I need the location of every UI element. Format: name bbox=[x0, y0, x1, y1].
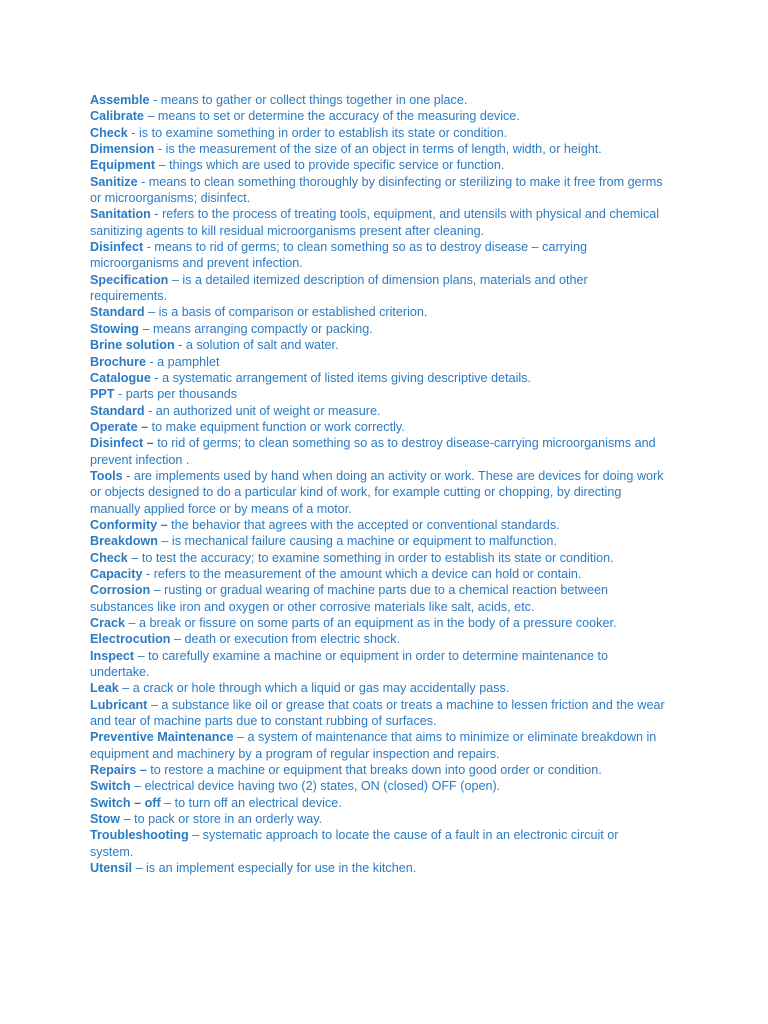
glossary-entry bbox=[90, 354, 665, 370]
glossary-definition: - parts per thousands bbox=[114, 387, 238, 402]
glossary-term: Switch bbox=[90, 779, 131, 794]
glossary-term: Stowing bbox=[90, 321, 139, 336]
glossary-entry bbox=[90, 582, 665, 615]
glossary-term: Electrocution bbox=[90, 632, 171, 647]
glossary-entry bbox=[90, 648, 665, 681]
glossary-definition: – a crack or hole through which a liquid or gas may accidentally pass. bbox=[118, 681, 510, 696]
glossary-term: Calibrate bbox=[90, 109, 144, 124]
glossary-entry bbox=[90, 729, 665, 762]
glossary-term: Tools bbox=[90, 468, 123, 483]
glossary-definition: – means to set or determine the accuracy of the measuring device. bbox=[143, 109, 520, 124]
glossary-definition: – things which are used to provide specific service or function. bbox=[155, 158, 505, 173]
glossary-definition: to make equipment function or work correctly. bbox=[148, 419, 405, 434]
glossary-term: Crack bbox=[90, 616, 126, 630]
glossary-entry bbox=[90, 762, 665, 778]
glossary-definition: – to test the accuracy; to examine something in order to establish its state or condition. bbox=[127, 550, 614, 565]
glossary-definition: – means arranging compactly or packing. bbox=[138, 321, 373, 336]
glossary-entry bbox=[90, 795, 665, 811]
glossary-term: Utensil bbox=[90, 861, 132, 876]
glossary-term: Operate – bbox=[90, 419, 149, 434]
glossary-entry bbox=[90, 435, 665, 468]
glossary-term: Stow bbox=[90, 812, 121, 827]
glossary-term: Lubricant bbox=[90, 697, 148, 712]
glossary-definition: the behavior that agrees with the accepted or conventional standards. bbox=[167, 517, 560, 532]
glossary-entry bbox=[90, 517, 665, 533]
glossary-entry bbox=[90, 272, 665, 305]
glossary-entry bbox=[90, 550, 665, 566]
glossary-definition: – rusting or gradual wearing of machine parts due to a chemical reaction between substances like iron and oxygen or other corrosive materials like salt, acids, etc. bbox=[90, 583, 609, 614]
glossary-list bbox=[90, 92, 665, 877]
glossary-entry bbox=[90, 108, 665, 124]
glossary-definition: - a pamphlet bbox=[145, 354, 220, 369]
glossary-entry bbox=[90, 304, 665, 320]
glossary-term: Switch – off bbox=[90, 795, 161, 810]
glossary-term: Standard bbox=[90, 305, 145, 320]
glossary-entry bbox=[90, 468, 665, 517]
glossary-definition: - a solution of salt and water. bbox=[174, 338, 339, 353]
glossary-definition: – a system of maintenance that aims to minimize or eliminate breakdown in equipment and machinery by a program of regular inspection and repairs. bbox=[90, 730, 657, 761]
glossary-definition: – is an implement especially for use in the kitchen. bbox=[132, 861, 417, 876]
glossary-definition: - means to rid of germs; to clean something so as to destroy disease – carrying microorganisms and prevent infection. bbox=[90, 240, 587, 271]
glossary-entry bbox=[90, 321, 665, 337]
glossary-entry bbox=[90, 680, 665, 696]
glossary-entry bbox=[90, 697, 665, 730]
glossary-term: Capacity bbox=[90, 566, 143, 581]
glossary-entry bbox=[90, 239, 665, 272]
glossary-term: Preventive Maintenance bbox=[90, 730, 234, 745]
glossary-term: Repairs – bbox=[90, 763, 147, 778]
glossary-definition: – a substance like oil or grease that coats or treats a machine to lessen friction and the wear and tear of machine parts due to constant rubbing of surfaces. bbox=[90, 697, 665, 729]
glossary-entry bbox=[90, 157, 665, 173]
glossary-entry bbox=[90, 615, 665, 631]
glossary-definition: – death or execution from electric shock. bbox=[170, 632, 401, 647]
glossary-term: Troubleshooting bbox=[90, 828, 189, 843]
glossary-entry bbox=[90, 860, 665, 876]
glossary-definition: – to turn off an electrical device. bbox=[160, 795, 342, 810]
glossary-definition: to rid of germs; to clean something so as to destroy disease-carrying microorganisms and prevent infection . bbox=[90, 436, 656, 467]
glossary-term: Equipment bbox=[90, 158, 156, 173]
glossary-term: Conformity – bbox=[90, 517, 168, 532]
glossary-entry bbox=[90, 386, 665, 402]
glossary-definition: to restore a machine or equipment that breaks down into good order or condition. bbox=[146, 763, 602, 778]
glossary-term: Check bbox=[90, 125, 128, 140]
glossary-definition: - means to clean something thoroughly by disinfecting or sterilizing to make it free from germs or microorganisms; disinfect. bbox=[90, 174, 663, 206]
glossary-entry bbox=[90, 337, 665, 353]
glossary-definition: – is mechanical failure causing a machine or equipment to malfunction. bbox=[157, 534, 557, 549]
glossary-definition: - are implements used by hand when doing an activity or work. These are devices for doing work or objects designed to do a particular kind of work, for example cutting or chopping, by directing manually applied force or by means of a motor. bbox=[90, 468, 664, 516]
glossary-definition: – a break or fissure on some parts of an equipment as in the body of a pressure cooker. bbox=[125, 616, 617, 630]
glossary-term: Breakdown bbox=[90, 534, 158, 549]
glossary-term: Sanitation bbox=[90, 207, 151, 222]
glossary-definition: - a systematic arrangement of listed items giving descriptive details. bbox=[150, 370, 531, 385]
glossary-entry bbox=[90, 811, 665, 827]
glossary-term: Standard bbox=[90, 403, 145, 418]
glossary-term: Specification bbox=[90, 272, 169, 287]
glossary-entry bbox=[90, 827, 665, 860]
glossary-term: Disinfect bbox=[90, 240, 144, 255]
glossary-definition: – is a detailed itemized description of dimension plans, materials and other requirements. bbox=[90, 272, 588, 304]
glossary-term: Brine solution bbox=[90, 338, 175, 353]
glossary-definition: – electrical device having two (2) states, ON (closed) OFF (open). bbox=[130, 779, 501, 794]
glossary-entry bbox=[90, 125, 665, 141]
glossary-term: Corrosion bbox=[90, 583, 151, 598]
glossary-entry bbox=[90, 174, 665, 207]
glossary-entry bbox=[90, 631, 665, 647]
glossary-term: Inspect bbox=[90, 648, 135, 663]
glossary-entry bbox=[90, 566, 665, 582]
glossary-term: Disinfect – bbox=[90, 436, 154, 451]
glossary-definition: - an authorized unit of weight or measure. bbox=[144, 403, 381, 418]
glossary-definition: – systematic approach to locate the cause of a fault in an electronic circuit or system. bbox=[90, 828, 619, 859]
glossary-definition: – to carefully examine a machine or equipment in order to determine maintenance to undertake. bbox=[90, 648, 609, 680]
glossary-entry bbox=[90, 778, 665, 794]
glossary-definition: - is the measurement of the size of an object in terms of length, width, or height. bbox=[154, 142, 602, 157]
glossary-definition: – to pack or store in an orderly way. bbox=[120, 812, 323, 827]
glossary-entry bbox=[90, 533, 665, 549]
glossary-definition: – is a basis of comparison or established criterion. bbox=[144, 305, 428, 320]
glossary-entry bbox=[90, 141, 665, 157]
glossary-term: PPT bbox=[90, 387, 115, 402]
glossary-term: Assemble bbox=[90, 93, 150, 107]
glossary-entry bbox=[90, 419, 665, 435]
glossary-definition: - refers to the measurement of the amount which a device can hold or contain. bbox=[142, 566, 582, 581]
glossary-term: Sanitize bbox=[90, 174, 138, 189]
glossary-definition: - is to examine something in order to establish its state or condition. bbox=[127, 125, 508, 140]
glossary-entry bbox=[90, 92, 665, 108]
glossary-term: Dimension bbox=[90, 142, 155, 157]
glossary-entry bbox=[90, 403, 665, 419]
glossary-term: Leak bbox=[90, 681, 119, 696]
glossary-definition: - means to gather or collect things together in one place. bbox=[149, 93, 468, 107]
glossary-entry bbox=[90, 206, 665, 239]
glossary-term: Check bbox=[90, 550, 128, 565]
glossary-term: Brochure bbox=[90, 354, 146, 369]
glossary-definition: - refers to the process of treating tools, equipment, and utensils with physical and chemical sanitizing agents to kill residual microorganisms present after cleaning. bbox=[90, 207, 660, 238]
glossary-entry bbox=[90, 370, 665, 386]
glossary-term: Catalogue bbox=[90, 370, 151, 385]
